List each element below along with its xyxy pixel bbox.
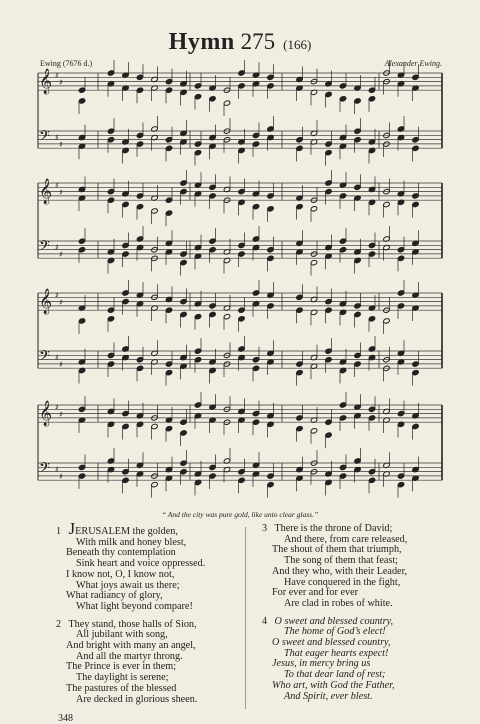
note-head bbox=[194, 348, 201, 354]
note-head bbox=[180, 419, 187, 425]
note-head bbox=[325, 432, 332, 438]
note-head bbox=[238, 242, 245, 248]
treble-clef-icon: 𝄞 bbox=[39, 69, 53, 94]
verse-line: And there, from care released, bbox=[284, 533, 408, 545]
note-head bbox=[194, 357, 201, 363]
hymn-title-word: Hymn bbox=[168, 29, 235, 55]
sharp-icon: ♯ bbox=[59, 472, 63, 481]
note-head bbox=[238, 83, 245, 89]
note-head bbox=[397, 290, 404, 296]
note-head bbox=[194, 83, 201, 89]
note-head bbox=[136, 141, 143, 147]
verse-line: What joys await us there; bbox=[76, 579, 180, 591]
note-head bbox=[165, 210, 172, 216]
verse-line: Are decked in glorious sheen. bbox=[76, 693, 198, 705]
note-head bbox=[325, 298, 332, 304]
sharp-icon: ♯ bbox=[55, 403, 59, 412]
sharp-icon: ♯ bbox=[59, 410, 63, 419]
verse-4 bbox=[262, 617, 462, 703]
treble-clef-icon: 𝄞 bbox=[39, 179, 53, 204]
note-head bbox=[252, 141, 259, 147]
note-head bbox=[165, 137, 172, 143]
note-head bbox=[325, 188, 332, 194]
verses-left-column bbox=[56, 519, 241, 705]
note-head bbox=[238, 70, 245, 76]
note-head bbox=[122, 477, 129, 483]
note-head bbox=[78, 318, 85, 324]
bass-clef-icon: 𝄢 bbox=[39, 460, 50, 480]
note-head bbox=[252, 365, 259, 371]
note-head bbox=[252, 357, 259, 363]
note-head bbox=[296, 361, 303, 367]
note-head bbox=[383, 318, 390, 324]
note-head bbox=[354, 311, 361, 317]
note-head bbox=[136, 132, 143, 138]
note-head bbox=[354, 361, 361, 367]
note-head bbox=[412, 423, 419, 429]
note-head bbox=[122, 423, 129, 429]
note-head bbox=[397, 303, 404, 309]
note-head bbox=[238, 469, 245, 475]
note-head bbox=[325, 348, 332, 354]
note-head bbox=[267, 83, 274, 89]
verse-line: The Prince is ever in them; bbox=[66, 661, 177, 673]
note-head bbox=[180, 180, 187, 186]
note-head bbox=[296, 307, 303, 313]
note-head bbox=[252, 419, 259, 425]
note-head bbox=[238, 251, 245, 257]
column-divider bbox=[245, 527, 246, 709]
verse-number: 3 bbox=[262, 523, 268, 534]
note-head bbox=[267, 74, 274, 80]
sharp-icon: ♯ bbox=[59, 78, 63, 87]
note-head bbox=[296, 145, 303, 151]
note-head bbox=[209, 96, 216, 102]
note-head bbox=[412, 193, 419, 199]
note-head bbox=[107, 70, 114, 76]
note-head bbox=[151, 423, 158, 429]
note-head bbox=[122, 410, 129, 416]
verse-1 bbox=[56, 519, 241, 613]
note-head bbox=[107, 316, 114, 322]
note-head bbox=[122, 298, 129, 304]
note-head bbox=[267, 206, 274, 212]
sharp-icon: ♯ bbox=[59, 250, 63, 259]
note-head bbox=[238, 477, 245, 483]
note-head bbox=[252, 290, 259, 296]
note-head bbox=[412, 370, 419, 376]
verse-line: The pastures of the blessed bbox=[66, 682, 177, 694]
note-head bbox=[368, 87, 375, 93]
note-head bbox=[238, 307, 245, 313]
note-head bbox=[368, 469, 375, 475]
note-head bbox=[325, 419, 332, 425]
note-head bbox=[78, 87, 85, 93]
note-head bbox=[412, 137, 419, 143]
note-head bbox=[78, 247, 85, 253]
note-head bbox=[412, 361, 419, 367]
composer-name: Alexander Ewing. bbox=[384, 59, 442, 68]
note-head bbox=[165, 361, 172, 367]
note-head bbox=[354, 137, 361, 143]
note-head bbox=[310, 206, 317, 212]
note-head bbox=[122, 469, 129, 475]
tune-name: Ewing (7676 d.) bbox=[40, 59, 93, 68]
verse-line: The home of God’s elect! bbox=[284, 626, 386, 638]
note-head bbox=[78, 406, 85, 412]
note-head bbox=[368, 406, 375, 412]
note-head bbox=[180, 251, 187, 257]
sharp-icon: ♯ bbox=[59, 188, 63, 197]
verse-line: All jubilant with song, bbox=[76, 629, 168, 641]
note-head bbox=[194, 314, 201, 320]
note-head bbox=[339, 247, 346, 253]
verse-number: 4 bbox=[262, 615, 268, 627]
note-head bbox=[194, 141, 201, 147]
note-head bbox=[267, 473, 274, 479]
epigraph: “ And the city was pure gold, like unto clear glass.” bbox=[161, 510, 319, 519]
note-head bbox=[151, 482, 158, 488]
verse-line: What radiancy of glory, bbox=[66, 590, 163, 602]
verse-line: 2 They stand, those halls of Sion, bbox=[56, 618, 197, 630]
note-head bbox=[296, 370, 303, 376]
bass-clef-icon: 𝄢 bbox=[39, 128, 50, 148]
note-head bbox=[107, 361, 114, 367]
note-head bbox=[209, 238, 216, 244]
note-head bbox=[78, 473, 85, 479]
note-head bbox=[368, 415, 375, 421]
note-head bbox=[397, 410, 404, 416]
note-head bbox=[267, 303, 274, 309]
note-head bbox=[107, 307, 114, 313]
note-head bbox=[107, 137, 114, 143]
note-head bbox=[136, 357, 143, 363]
note-head bbox=[397, 247, 404, 253]
note-head bbox=[296, 137, 303, 143]
note-head bbox=[180, 430, 187, 436]
verse-2 bbox=[56, 620, 241, 706]
verse-line: 3 There is the throne of David; bbox=[262, 523, 393, 534]
verse-line: 4 O sweet and blessed country, bbox=[262, 615, 394, 627]
verse-line: The daylight is serene; bbox=[76, 672, 169, 684]
note-head bbox=[368, 477, 375, 483]
sharp-icon: ♯ bbox=[55, 291, 59, 300]
note-head bbox=[412, 74, 419, 80]
note-head bbox=[165, 87, 172, 93]
page-number: 348 bbox=[58, 713, 73, 724]
note-head bbox=[368, 96, 375, 102]
note-head bbox=[252, 204, 259, 210]
sharp-icon: ♯ bbox=[55, 465, 59, 474]
note-head bbox=[165, 426, 172, 432]
verse-3 bbox=[262, 524, 462, 610]
note-head bbox=[136, 365, 143, 371]
note-head bbox=[339, 96, 346, 102]
note-head bbox=[310, 428, 317, 434]
note-head bbox=[209, 184, 216, 190]
note-head bbox=[412, 145, 419, 151]
verses-right-column bbox=[262, 524, 462, 702]
note-head bbox=[354, 352, 361, 358]
note-head bbox=[165, 145, 172, 151]
note-head bbox=[368, 242, 375, 248]
treble-clef-icon: 𝄞 bbox=[39, 289, 53, 314]
note-head bbox=[354, 98, 361, 104]
note-head bbox=[122, 242, 129, 248]
note-head bbox=[252, 410, 259, 416]
note-head bbox=[223, 100, 230, 106]
note-head bbox=[136, 204, 143, 210]
note-head bbox=[412, 201, 419, 207]
note-head bbox=[180, 298, 187, 304]
treble-clef-icon: 𝄞 bbox=[39, 401, 53, 426]
sharp-icon: ♯ bbox=[59, 360, 63, 369]
note-head bbox=[354, 303, 361, 309]
verse-line: Are clad in robes of white. bbox=[284, 597, 393, 609]
note-head bbox=[267, 247, 274, 253]
note-head bbox=[325, 150, 332, 156]
note-head bbox=[296, 415, 303, 421]
verse-line: Sink heart and voice oppressed. bbox=[76, 558, 206, 570]
note-head bbox=[325, 307, 332, 313]
note-head bbox=[180, 311, 187, 317]
note-head bbox=[165, 370, 172, 376]
note-head bbox=[209, 247, 216, 253]
note-head bbox=[136, 74, 143, 80]
note-head bbox=[339, 238, 346, 244]
hymn-number: 275 bbox=[240, 29, 276, 54]
verse-line: And bright with many an angel, bbox=[66, 640, 196, 652]
note-head bbox=[397, 482, 404, 488]
note-head bbox=[339, 464, 346, 470]
note-head bbox=[223, 314, 230, 320]
verse-line: And all the martyr throng. bbox=[76, 650, 183, 662]
note-head bbox=[354, 128, 361, 134]
note-head bbox=[180, 188, 187, 194]
note-head bbox=[339, 83, 346, 89]
note-head bbox=[339, 193, 346, 199]
hymn-alt-number: (166) bbox=[283, 37, 312, 52]
note-head bbox=[296, 426, 303, 432]
note-head bbox=[267, 255, 274, 261]
note-head bbox=[194, 94, 201, 100]
note-head bbox=[325, 91, 332, 97]
bass-clef-icon: 𝄢 bbox=[39, 238, 50, 258]
verse-line: For ever and for ever bbox=[272, 587, 358, 599]
note-head bbox=[180, 469, 187, 475]
dropcap: J bbox=[68, 519, 76, 538]
note-head bbox=[180, 260, 187, 266]
sharp-icon: ♯ bbox=[59, 298, 63, 307]
note-head bbox=[252, 132, 259, 138]
verse-line: That eager hearts expect! bbox=[284, 647, 389, 659]
note-head bbox=[180, 460, 187, 466]
note-head bbox=[354, 184, 361, 190]
note-head bbox=[325, 141, 332, 147]
note-head bbox=[107, 188, 114, 194]
note-head bbox=[368, 316, 375, 322]
note-head bbox=[209, 311, 216, 317]
note-head bbox=[151, 208, 158, 214]
verse-line: What light beyond compare! bbox=[76, 600, 193, 612]
note-head bbox=[78, 464, 85, 470]
note-head bbox=[339, 415, 346, 421]
verse-line: To that dear land of rest; bbox=[284, 669, 386, 681]
note-head bbox=[165, 307, 172, 313]
verse-line: Beneath thy contemplation bbox=[66, 547, 176, 559]
note-head bbox=[78, 98, 85, 104]
note-head bbox=[383, 201, 390, 207]
bass-clef-icon: 𝄢 bbox=[39, 348, 50, 368]
note-head bbox=[136, 193, 143, 199]
note-head bbox=[165, 197, 172, 203]
note-head bbox=[339, 402, 346, 408]
note-head bbox=[107, 128, 114, 134]
note-head bbox=[209, 473, 216, 479]
sharp-icon: ♯ bbox=[55, 243, 59, 252]
verse-number: 2 bbox=[56, 618, 62, 630]
verse-line: And they who, with their Leader, bbox=[272, 565, 408, 577]
note-head bbox=[122, 290, 129, 296]
note-head bbox=[136, 87, 143, 93]
verse-number: 1 bbox=[56, 526, 62, 537]
sharp-icon: ♯ bbox=[59, 140, 63, 149]
verse-line: The song of them that feast; bbox=[284, 555, 399, 567]
note-head bbox=[310, 260, 317, 266]
note-head bbox=[194, 150, 201, 156]
note-head bbox=[238, 316, 245, 322]
verse-line: Have conquered in the fight, bbox=[284, 576, 401, 588]
note-head bbox=[397, 473, 404, 479]
note-head bbox=[209, 193, 216, 199]
note-head bbox=[122, 251, 129, 257]
verse-line: The shout of them that triumph, bbox=[272, 544, 402, 556]
sharp-icon: ♯ bbox=[55, 181, 59, 190]
verse-line: O sweet and blessed country, bbox=[272, 637, 391, 649]
verse-line: With milk and honey blest, bbox=[76, 536, 187, 548]
verse-line: Jesus, in mercy bring us bbox=[272, 658, 371, 670]
note-head bbox=[194, 402, 201, 408]
note-head bbox=[397, 255, 404, 261]
note-head bbox=[267, 193, 274, 199]
note-head bbox=[325, 357, 332, 363]
verse-line: Who art, with God the Father, bbox=[272, 679, 395, 691]
verse-line: 1 JERUSALEM the golden, bbox=[56, 519, 178, 538]
note-head bbox=[209, 464, 216, 470]
verse-line: And Spirit, ever blest. bbox=[284, 690, 373, 702]
note-head bbox=[267, 482, 274, 488]
note-head bbox=[339, 473, 346, 479]
sharp-icon: ♯ bbox=[55, 71, 59, 80]
note-head bbox=[107, 352, 114, 358]
note-head bbox=[209, 303, 216, 309]
note-head bbox=[296, 294, 303, 300]
note-head bbox=[325, 180, 332, 186]
note-head bbox=[238, 188, 245, 194]
verse-line: I know not, O, I know not, bbox=[66, 568, 175, 580]
note-head bbox=[296, 204, 303, 210]
sharp-icon: ♯ bbox=[55, 353, 59, 362]
note-head bbox=[78, 238, 85, 244]
note-head bbox=[165, 78, 172, 84]
note-head bbox=[122, 201, 129, 207]
sharp-icon: ♯ bbox=[55, 133, 59, 142]
note-head bbox=[107, 197, 114, 203]
note-head bbox=[368, 251, 375, 257]
